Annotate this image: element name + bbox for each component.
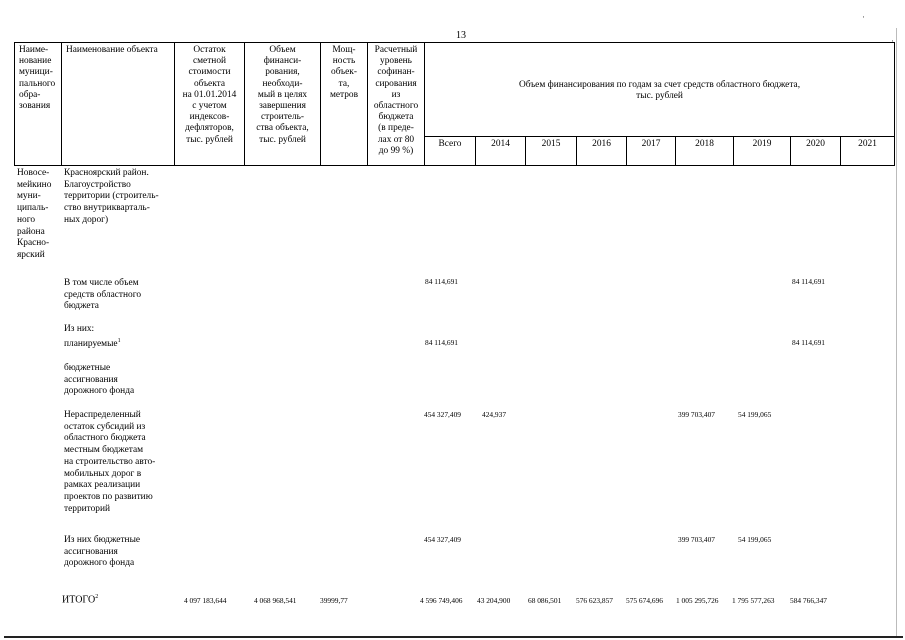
header-year-2020: 2020 bbox=[791, 137, 841, 166]
planned-footnote: 1 bbox=[117, 338, 121, 344]
page-edge bbox=[896, 28, 897, 638]
scan-speck: · bbox=[862, 12, 865, 22]
total-footnote: 2 bbox=[95, 594, 99, 600]
total-row-label bbox=[62, 594, 98, 605]
total-2015: 68 086,501 bbox=[528, 596, 562, 605]
of-which-road-fund-label: Из них бюджетные ассигнования дорожного фонда bbox=[64, 535, 141, 569]
undistributed-2019: 54 199,065 bbox=[738, 410, 772, 419]
of-which-road-fund-2019: 54 199,065 bbox=[738, 535, 772, 544]
total-2019: 1 795 577,263 bbox=[732, 596, 775, 605]
including-regional-label: В том числе объем средств областного бюджета bbox=[64, 278, 142, 312]
total-row-text: ИТОГО bbox=[62, 594, 96, 606]
total-remaining-cost: 4 097 183,644 bbox=[184, 596, 227, 605]
total-2016: 576 623,857 bbox=[576, 596, 613, 605]
header-year-2019: 2019 bbox=[734, 137, 791, 166]
planned-total: 84 114,691 bbox=[425, 338, 458, 347]
undistributed-2018: 399 703,407 bbox=[678, 410, 715, 419]
header-year-group: Объем финансирования по годам за счет средств областного бюджета, тыс. рублей bbox=[425, 43, 895, 137]
total-all-years: 4 596 749,406 bbox=[420, 596, 463, 605]
undistributed-2014: 424,937 bbox=[482, 410, 507, 419]
header-year-2017: 2017 bbox=[627, 137, 676, 166]
total-2018: 1 005 295,726 bbox=[676, 596, 719, 605]
of-which-road-fund-2018: 399 703,407 bbox=[678, 535, 715, 544]
planned-label-line1: Из них: bbox=[64, 324, 95, 334]
page-bottom-edge bbox=[4, 636, 903, 638]
header-year-2016: 2016 bbox=[577, 137, 627, 166]
planned-label bbox=[64, 336, 176, 351]
total-2017: 575 674,696 bbox=[626, 596, 663, 605]
header-funding-volume: Объем финанси- рования, необходи- мый в целях завершения строитель- ства объекта, тыс. рублей bbox=[245, 43, 321, 166]
header-cofinancing: Расчетный уровень софинан- сирования из областного бюджета (в преде- лах от 80 до 99 %) bbox=[368, 43, 425, 166]
header-object: Наименование объекта bbox=[62, 43, 175, 166]
undistributed-total: 454 327,409 bbox=[424, 410, 461, 419]
header-remaining-cost: Остаток сметной стоимости объекта на 01.01.2014 с учетом индексов- дефляторов, тыс. рублей bbox=[175, 43, 245, 166]
of-which-road-fund-total: 454 327,409 bbox=[424, 535, 461, 544]
road-fund-label: бюджетные ассигнования дорожного фонда bbox=[64, 363, 135, 397]
total-2014: 43 204,900 bbox=[477, 596, 511, 605]
undistributed-label: Нераспределенный остаток субсидий из областного бюджета местным бюджетам на строительство авто- мобильных дорог в рамках реализации проектов по развитию территорий bbox=[64, 410, 156, 514]
total-capacity: 39999,77 bbox=[320, 596, 348, 605]
header-year-2018: 2018 bbox=[676, 137, 734, 166]
total-2020: 584 766,347 bbox=[790, 596, 827, 605]
header-year-2021: 2021 bbox=[841, 137, 895, 166]
object-name: Красноярский район. Благоустройство территории (строитель- ство внутрикварталь- ных дорог) bbox=[64, 168, 159, 225]
page-number: 13 bbox=[456, 30, 466, 41]
header-capacity: Мощ- ность объек- та, метров bbox=[321, 43, 368, 166]
header-municipality: Наиме- нование муници- пального обра- зования bbox=[15, 43, 62, 166]
municipality-name: Новосе- мейкино муни- ципаль- ного района Красно- ярский bbox=[17, 168, 52, 260]
planned-label-text: планируемые bbox=[64, 339, 118, 350]
header-year-2015: 2015 bbox=[526, 137, 577, 166]
header-year-total: Всего bbox=[425, 137, 476, 166]
including-regional-2020: 84 114,691 bbox=[792, 277, 825, 286]
header-year-2014: 2014 bbox=[476, 137, 526, 166]
planned-2020: 84 114,691 bbox=[792, 338, 825, 347]
scan-speck: · bbox=[891, 36, 894, 46]
total-funding-volume: 4 068 968,541 bbox=[254, 596, 297, 605]
including-regional-total: 84 114,691 bbox=[425, 277, 458, 286]
header-table bbox=[14, 42, 895, 166]
